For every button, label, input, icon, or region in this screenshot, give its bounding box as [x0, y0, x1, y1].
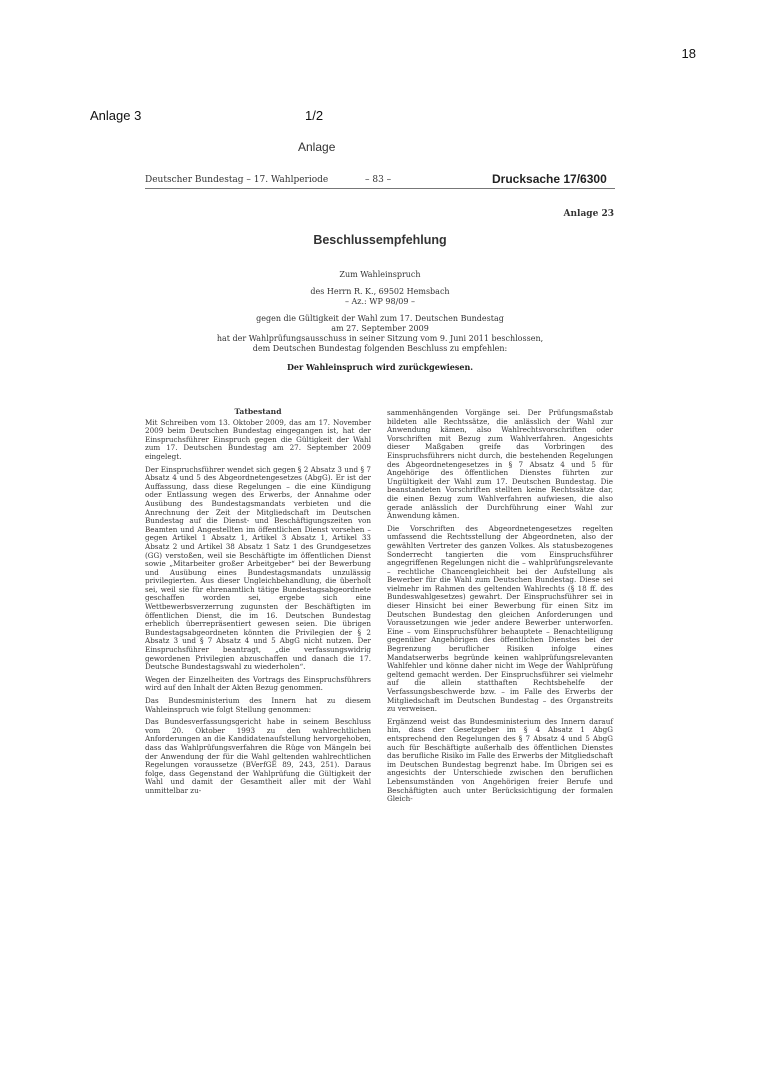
subject-line: – Az.: WP 98/09 –: [344, 297, 416, 306]
subject-line: dem Deutschen Bundestag folgenden Beschluss zu empfehlen:: [252, 344, 508, 353]
body-paragraph: Mit Schreiben vom 13. Oktober 2009, das am 17. November 2009 beim Deutschen Bundestag eingegangen ist, hat der Einspruchsführer Einspruch gegen die Gültigkeit der Wahl zum 17. Deutschen Bundestag am 27. September 2009 eingelegt.: [145, 417, 371, 461]
body-paragraph: Das Bundesverfassungsgericht habe in seinem Beschluss vom 20. Oktober 1993 zu den wahlrechtlichen Anforderungen an die Kandidatenaufstellung hervorgehoben, dass das Wahlprüfungsverfahren die Rüge von Mängeln bei der Anwendung der für die Wahl geltenden wahlrechtlichen Regelungen voraussetze (BVerfGE 89, 243, 251). Daraus folge, dass Gegenstand der Wahlprüfung die Gültigkeit der Wahl und damit der Gesamtheit aller mit der Wahl unmittelbar zu-: [145, 717, 371, 795]
body-paragraph: Der Einspruchsführer wendet sich gegen § 2 Absatz 3 und § 7 Absatz 4 und 5 des Abgeordnetengesetzes (AbgG). Er ist der Auffassung, dass diese Regelungen – die eine Kündigung oder Entlassung wegen des Erwerbs, der Annahme oder Ausübung des Bundestagsmandats verbieten und die Anrechnung der Zeit der Mitgliedschaft im Deutschen Bundestag auf die Dienst- und Beschäftigungszeiten von Beamten und Angestellten im öffentlichen Dienst vorsehen – gegen Artikel 1 Absatz 1, Artikel 3 Absatz 1, Artikel 33 Absatz 2 und Artikel 38 Absatz 1 Satz 1 des Grundgesetzes (GG) verstoßen, weil sie Beschäftigte im öffentlichen Dienst sowie „Mitarbeiter großer Arbeitgeber“ bei der Bewerbung und Ausübung eines Bundestagsmandats unzulässig privilegierten. Aus dieser Ungleichbehandlung, die überholt sei, weil sie für ehrenamtlich tätige Bundestagsabgeordnete geschaffen worden sei, ergebe sich eine Wettbewerbsverzerrung zugunsten der Beschäftigten im öffentlichen Dienst, die im 16. Deutschen Bundestag erheblich überrepräsentiert gewesen seien. Die übrigen Bundestagsabgeordneten könnten die Privilegien der § 2 Absatz 3 und § 7 Absatz 4 und 5 AbgG nicht nutzen. Der Einspruchsführer beantragt, „die verfassungswidrig gewordenen Privilegien abzuschaffen und danach die 17. Deutsche Bundestagswahl zu wiederholen“.: [145, 464, 371, 672]
subject-line: hat der Wahlprüfungsausschuss in seiner Sitzung vom 9. Juni 2011 beschlossen,: [216, 334, 544, 343]
section-heading-tatbestand: Tatbestand: [234, 407, 282, 416]
page-number: 18: [681, 46, 696, 61]
anlage-number: Anlage 23: [563, 209, 614, 219]
subject-line: am 27. September 2009: [331, 324, 429, 333]
drucksache-number: Drucksache 17/6300: [492, 172, 607, 186]
body-paragraph: sammenhängenden Vorgänge sei. Der Prüfungsmaßstab bildeten alle Rechtssätze, die anlässlich der Wahl zur Anwendung kämen, also Wahlrechtsvorschriften oder Vorschriften mit Bezug zum Wahlverfahren. Angesichts dieser Maßgaben greife das Vorbringen des Einspruchsführers nicht durch, die bestehenden Regelungen des Abgeordnetengesetzes in § 7 Absatz 4 und 5 für Angehörige des öffentlichen Dienstes führten zur Ungültigkeit der Wahl zum 17. Deutschen Bundestag. Die beanstandeten Vorschriften stellten keine Rechtssätze dar, die einen Bezug zum Wahlverfahren aufwiesen, die also gerade anlässlich der Durchführung einer Wahl zur Anwendung kämen.: [387, 408, 613, 521]
document-title: Beschlussempfehlung: [313, 233, 447, 247]
running-header-left: Deutscher Bundestag – 17. Wahlperiode: [145, 175, 329, 185]
body-paragraph: Ergänzend weist das Bundesministerium des Innern darauf hin, dass der Gesetzgeber im § 4 Absatz 1 AbgG entsprechend den Regelungen des § 7 Absatz 4 und 5 AbgG auch für Beschäftigte außerhalb des öffentlichen Dienstes das berufliche Risiko im Falle des Erwerbs der Mitgliedschaft im Deutschen Bundestag begrenzt habe. Im Übrigen sei es angesichts der Unterschiede zwischen den beruflichen Lebensumständen von Angehörigen freier Berufe und Beschäftigten auch unter Berücksichtigung der formalen Gleich-: [387, 716, 613, 804]
anlage-label: Anlage 3: [90, 108, 142, 123]
right-column: [387, 409, 613, 808]
header-rule: [145, 188, 615, 189]
running-header-page: – 83 –: [365, 175, 392, 185]
subject-line: des Herrn R. K., 69502 Hemsbach: [310, 287, 450, 296]
body-paragraph: Wegen der Einzelheiten des Vortrags des Einspruchsführers wird auf den Inhalt der Akten Bezug genommen.: [145, 674, 371, 693]
body-paragraph: Das Bundesministerium des Innern hat zu diesem Wahleinspruch wie folgt Stellung genommen:: [145, 696, 371, 714]
scan-anlage-heading: Anlage: [298, 140, 336, 154]
subject-line: gegen die Gültigkeit der Wahl zum 17. Deutschen Bundestag: [256, 314, 504, 323]
page-fraction: 1/2: [305, 108, 324, 123]
subject-line: Zum Wahleinspruch: [339, 270, 421, 279]
decision-statement: Der Wahleinspruch wird zurückgewiesen.: [286, 362, 474, 372]
left-column: [145, 408, 371, 800]
body-paragraph: Die Vorschriften des Abgeordnetengesetzes regelten umfassend die Rechtsstellung der Abgeordneten, also der gewählten Vertreter des ganzen Volkes. Als statusbezogenes Sonderrecht tangierten die vom Einspruchsführer angegriffenen Regelungen nicht die – wahlprüfungsrelevante – rechtliche Chancengleichheit bei der Aufstellung als Bewerber für die Wahl zum Deutschen Bundestag. Diese sei vielmehr im Rahmen des geltenden Wahlrechts (§ 18 ff. des Bundeswahlgesetzes) gewahrt. Der Einspruchsführer sei in dieser Hinsicht bei einer Bewerbung für einen Sitz im Deutschen Bundestag den gleichen Anforderungen und Voraussetzungen wie jeder andere Bewerber unterworfen. Eine – vom Einspruchsführer behauptete – Benachteiligung gegenüber Angehörigen des öffentlichen Dienstes bei der Begrenzung beruflicher Risiken infolge eines Mandatserwerbs begründe keinen wahlprüfungsrelevanten Wahlfehler und könne daher nicht im Wege der Wahlprüfung geltend gemacht werden. Der Einspruchsführer sei vielmehr auf die allein statthaften Rechtsbehelfe der Verfassungsbeschwerde bzw. – im Falle des Erwerbs der Mitgliedschaft im Deutschen Bundestag – des Organstreits zu verweisen.: [387, 523, 613, 714]
